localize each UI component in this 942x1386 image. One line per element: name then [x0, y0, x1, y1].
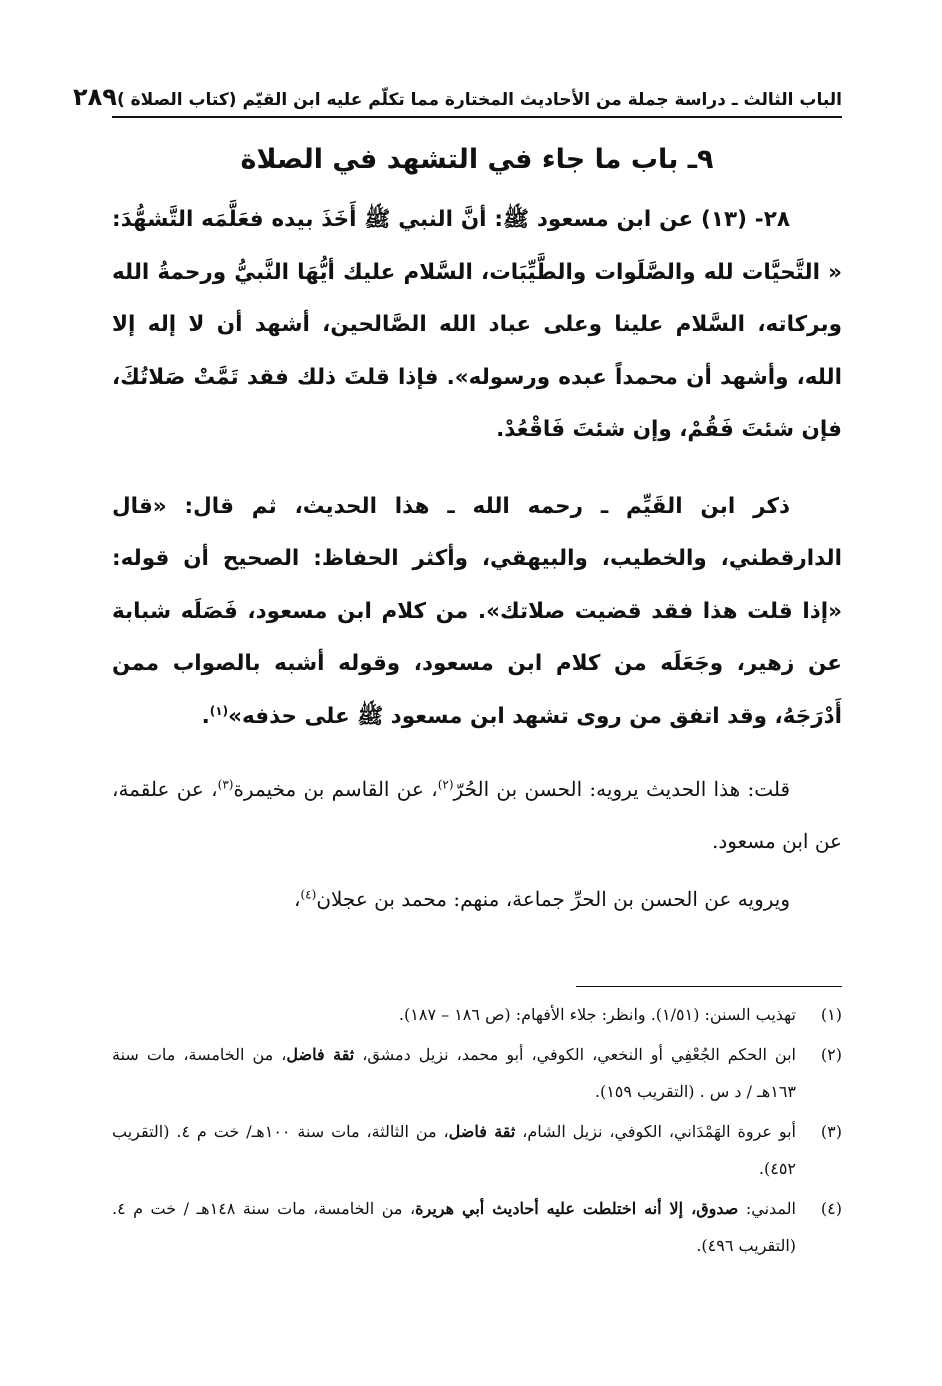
note2-part1: ويرويه عن الحسن بن الحرِّ جماعة، منهم: محمد بن عجلان — [316, 887, 790, 911]
narrators-paragraph — [112, 873, 842, 925]
footnote-3 — [112, 1113, 842, 1187]
footnote-grade: صدوق، إلا أنه اختلطت عليه أحاديث أبي هريرة — [415, 1199, 739, 1218]
footnote-ref-2[interactable]: (٢) — [437, 777, 454, 792]
footnote-text-part: ، من الخامسة، مات سنة ١٤٨هـ / خت م ٤. (التقريب ٤٩٦). — [112, 1199, 796, 1255]
footnote-separator — [576, 986, 842, 987]
book-page — [73, 80, 842, 1255]
footnote-4 — [112, 1190, 842, 1264]
footnote-text-part: المدني: — [738, 1199, 796, 1218]
footnote-text-part: ، من الخامسة، مات سنة ١٦٣هـ / د س . (التقريب ١٥٩). — [112, 1045, 796, 1101]
running-header — [73, 80, 842, 114]
footnote-2 — [112, 1036, 842, 1110]
note1-part3: ، عن علقمة، عن ابن مسعود. — [112, 777, 842, 853]
footnote-number: (٣) — [820, 1122, 842, 1141]
footnote-1 — [112, 996, 842, 1033]
footnote-number: (٤) — [820, 1199, 842, 1218]
footnote-ref-1[interactable]: (١) — [209, 703, 229, 718]
footnote-grade: ثقة فاضل — [448, 1122, 516, 1141]
page-number: ٢٨٩ — [73, 83, 117, 111]
note1-part1: قلت: هذا الحديث يرويه: الحسن بن الحُرّ — [453, 777, 791, 801]
footnote-number: (٢) — [820, 1045, 842, 1064]
footnote-text — [112, 1190, 796, 1264]
footnote-grade: ثقة فاضل — [286, 1045, 355, 1064]
footnote-text-part: ابن الحكم الجُعْفِي أو النخعي، الكوفي، أبو محمد، نزيل دمشق، — [354, 1045, 797, 1064]
footnote-ref-3[interactable]: (٣) — [217, 777, 234, 792]
footnote-ref-4[interactable]: (٤) — [300, 887, 317, 902]
commentary-paragraph — [112, 763, 842, 867]
ibn-qayyim-end: . — [201, 703, 210, 729]
ibn-qayyim-text: ذكر ابن القَيِّم ـ رحمه الله ـ هذا الحديث، ثم قال: «قال الدارقطني، والخطيب، والبيهقي، وأكثر الحفاظ: الصحيح أن قوله: «إذا قلت هذا فقد قضيت صلاتك». من كلام ابن مسعود، فَصَلَه شبابة عن زهير، وجَعَلَه من كلام ابن مسعود، وقوله أشبه بالصواب ممن أَدْرَجَهُ، وقد اتفق من روى تشهد ابن مسعود ﷺ على حذفه» — [112, 493, 842, 729]
running-title: الباب الثالث ـ دراسة جملة من الأحاديث المختارة مما تكلّم عليه ابن القيّم (كتاب الصلاة ) — [116, 90, 842, 110]
footnote-text-part: أبو عروة الهَمْدَاني، الكوفي، نزيل الشام، — [515, 1122, 796, 1141]
chapter-title: ٩ـ باب ما جاء في التشهد في الصلاة — [240, 144, 714, 175]
hadith-text: ٢٨- (١٣) عن ابن مسعود ﷺ: أنَّ النبي ﷺ أَخَذَ بيده فعَلَّمَه التَّشهُّدَ: « التَّحيَّات لله والصَّلَوات والطَّيِّبَات، السَّلام عليك أيُّهَا النَّبيُّ ورحمةُ الله وبركاته، السَّلام علينا وعلى عباد الله الصَّالحين، أشهد أن لا إله إلا الله، وأشهد أن محمداً عبده ورسوله». فإذا قلتَ ذلك فقد تَمَّتْ صَلاتُكَ، فإن شئتَ فَقُمْ، وإن شئتَ فَاقْعُدْ. — [112, 207, 842, 442]
footnote-text-part: ، من الثالثة، مات سنة ١٠٠هـ/ خت م ٤. (التقريب ٤٥٢). — [112, 1122, 796, 1178]
note2-part2: ، — [294, 887, 301, 911]
footnote-text: تهذيب السنن: (١/٥١). وانظر: جلاء الأفهام: (ص ١٨٦ – ١٨٧). — [398, 1005, 796, 1024]
footnotes — [112, 996, 842, 1267]
hadith-paragraph — [112, 194, 842, 457]
footnote-text — [112, 1036, 796, 1110]
ibn-qayyim-paragraph — [112, 481, 842, 744]
footnote-number: (١) — [820, 1005, 842, 1024]
note1-part2: ، عن القاسم بن مخيمرة — [233, 777, 438, 801]
footnote-text — [112, 1113, 796, 1187]
